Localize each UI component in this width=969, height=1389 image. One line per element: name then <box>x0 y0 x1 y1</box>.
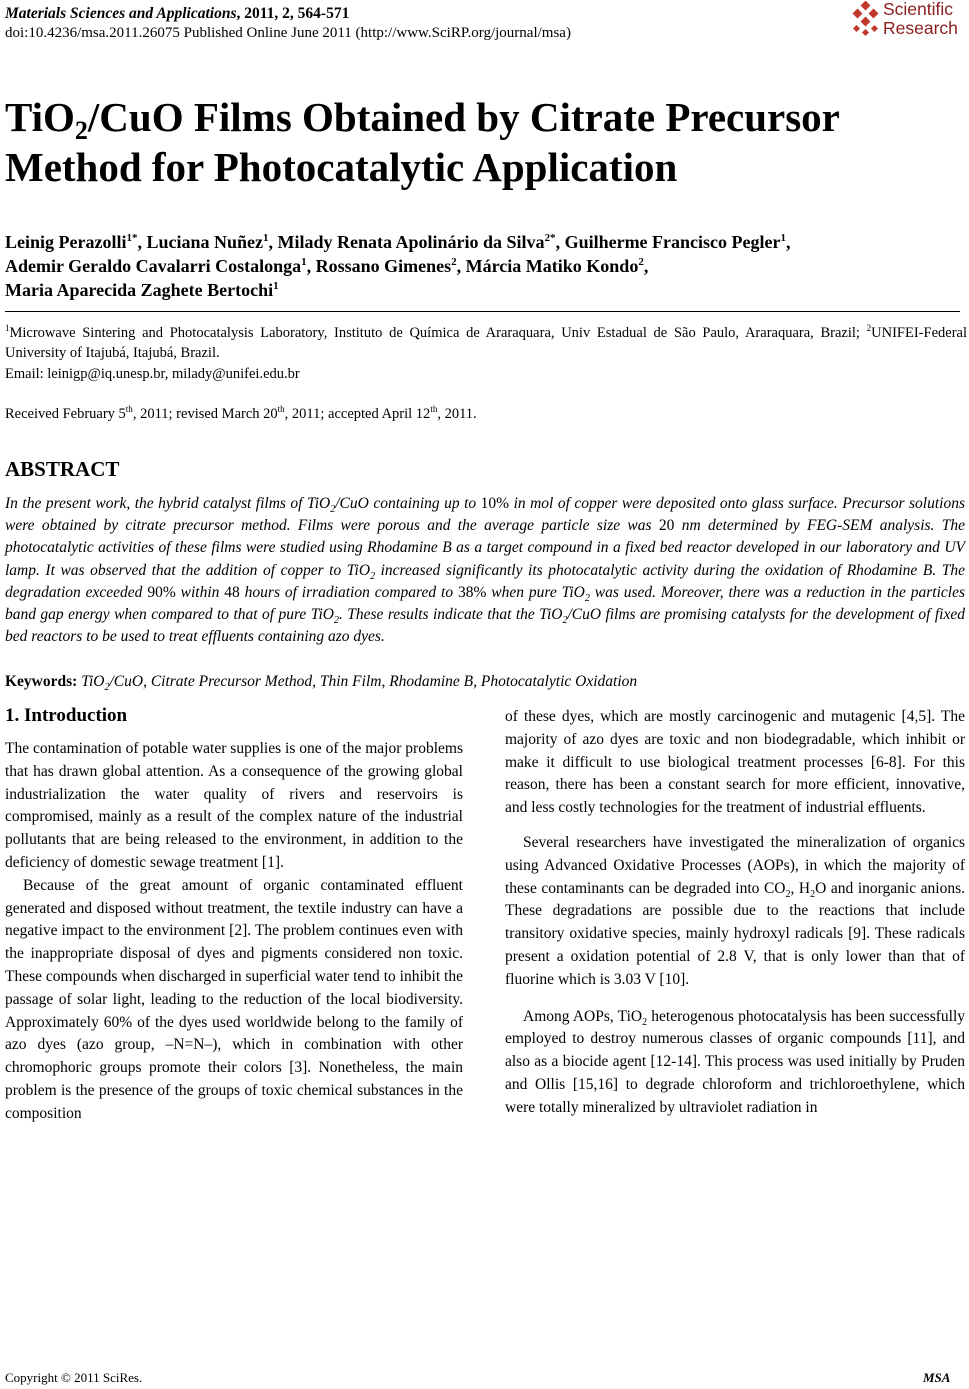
subscript: 2 <box>785 888 791 900</box>
paragraph: of these dyes, which are mostly carcinogenic and mutagenic [4,5]. The majority of azo dyes are toxic and non biodegradable, which inhibit or make it difficult to use biological treatment processes [6-8]. For this reason, there has been a constant search for more efficient, innovative, and less costly technologies for the treatment of industrial effluents. <box>505 708 965 817</box>
date-suffix: th <box>277 404 285 415</box>
paper-title <box>5 92 965 192</box>
keyword: /CuO <box>109 673 144 690</box>
author-affil-mark: 2 <box>638 256 644 268</box>
abstract-text: /CuO films are promising catalysts for the development of fixed bed reactors to be used to treat effluents containing azo dyes. <box>5 606 965 646</box>
paragraph-text: , H <box>790 879 811 897</box>
date-suffix: th <box>125 404 133 415</box>
author-name: , Márcia Matiko Kondo <box>456 256 639 276</box>
paragraph-text: heterogenous photocatalysis has been successfully employed to destroy numerous classes of organic compounds [11], and also as a biocide agent [12-14]. This process was used initially by Pruden and Ollis [15,16] to degrade chloroform and trichloroethylene, which were totally mineralized by ultraviolet radiation in <box>505 1007 966 1116</box>
title-part: /CuO Films Obtained by Citrate Precursor <box>87 94 840 140</box>
abstract-text: increased significantly its photocatalytic activity during the oxidation of Rhodamine B. The degradation exceeded <box>5 561 965 601</box>
affil-mark: 1 <box>5 323 10 334</box>
subscript: 2 <box>562 615 568 627</box>
abstract-text: nm determined by FEG-SEM analysis. The photocatalytic activities of these films were studied using Rhodamine B as a target compound in a fixed bed reactor developed in our laboratory and UV lamp. It was observed that the addition of copper to TiO <box>5 517 965 579</box>
paragraph <box>505 832 965 992</box>
doi-line: doi:10.4236/msa.2011.26075 Published Online June 2011 (http://www.SciRP.org/journal/msa) <box>5 25 571 41</box>
affil-text: UNIFEI-Federal University of Itajubá, Itajubá, Brazil. <box>5 325 967 361</box>
abstract-text: . These results indicate that the TiO <box>338 606 563 624</box>
date-suffix: th <box>430 404 438 415</box>
date-text: Received February 5 <box>5 406 126 422</box>
author-name: Maria Aparecida Zaghete Bertochi <box>5 280 274 300</box>
header-divider <box>5 311 960 312</box>
date-text: , 2011; revised March 20 <box>132 406 278 422</box>
abstract-number: 90% <box>147 583 176 601</box>
subscript: 2 <box>333 615 339 627</box>
keywords-line: Keywords: TiO$_2$/CuO, Citrate Precursor Method, Thin Film, Rhodamine B, Photocatalytic Oxidation <box>5 673 638 694</box>
author-affil-mark: 1 <box>780 232 786 244</box>
title-line-2: Method for Photocatalytic Application <box>5 144 678 190</box>
author-name: , Luciana Nuñez <box>137 232 264 252</box>
column-right <box>505 706 965 1120</box>
author-affil-mark: 1* <box>126 232 138 244</box>
title-part: TiO <box>5 94 75 140</box>
paragraph: The contamination of potable water supplies is one of the major problems that has drawn global attention. As a consequence of the growing global industrialization the water quality of rivers and reservoirs is compromised, mainly as a result of the complex nature of the industrial pollutants that are being released to the environment, in addition to the deficiency of domestic sewage treatment [1]. <box>5 740 463 871</box>
abstract-text: in mol of copper were deposited onto glass surface. Precursor solutions were obtained by citrate precursor method. Films were porous and the average particle size was <box>5 495 965 535</box>
author-name: , Milady Renata Apolinário da Silva <box>268 232 545 252</box>
subscript: 2 <box>810 888 816 900</box>
keyword: TiO <box>81 673 105 690</box>
author-name: , Guilherme Francisco Pegler <box>555 232 781 252</box>
logo-line-1: Scientific <box>883 0 954 19</box>
author-list <box>5 230 967 302</box>
paragraph: Because of the great amount of organic contaminated effluent generated and disposed without treatment, the textile industry can have a negative impact to the environment [2]. The problem continues even with the inappropriate disposal of dyes and pigments considered non toxic. These compounds when discharged in superficial water tend to inhibit the passage of solar light, leading to the reduction of the local biodiversity. Approximately 60% of the dyes used worldwide belong to the family of azo dyes (azo group, –N=N–), which in combination with other chromophoric groups promote their colors [3]. Nonetheless, the main problem is the presence of the groups of toxic chemical substances in the composition <box>5 876 463 1122</box>
author-name: Ademir Geraldo Cavalarri Costalonga <box>5 256 302 276</box>
subscript: 2 <box>370 570 376 582</box>
affiliations <box>5 323 967 363</box>
abstract-text: hours of irradiation compared to <box>239 583 458 601</box>
subscript: 2 <box>104 682 110 694</box>
author-separator: , <box>786 232 791 252</box>
subscript: 2 <box>330 504 336 516</box>
paragraph-text: Among AOPs, TiO <box>523 1007 643 1025</box>
logo-line-2: Research <box>883 18 958 38</box>
abstract-number: 10% <box>480 495 510 512</box>
abstract-number: 38% <box>457 583 487 601</box>
section-heading: 1. Introduction <box>5 705 128 726</box>
journal-citation <box>5 4 349 23</box>
journal-name: Materials Sciences and Applications <box>5 5 237 22</box>
paragraph-text: Several researchers have investigated the mineralization of organics using Advanced Oxidative Processes (AOPs), in which the majority of these contaminants can be degraded into CO <box>505 833 965 897</box>
abstract-text: within <box>175 583 225 601</box>
received-dates <box>5 404 477 424</box>
author-name: Leinig Perazolli <box>5 232 127 252</box>
author-affil-mark: 2 <box>451 256 457 268</box>
author-affil-mark: 1 <box>263 232 269 244</box>
author-affil-mark: 1 <box>273 280 279 292</box>
journal-volume: , 2011, 2, 564-571 <box>236 5 350 22</box>
keyword-list: , Citrate Precursor Method, Thin Film, Rhodamine B, Photocatalytic Oxidation <box>143 673 638 690</box>
author-affil-mark: 2* <box>544 232 556 244</box>
publisher-logo-icon <box>850 1 882 39</box>
column-left <box>5 728 463 1126</box>
subscript: 2 <box>642 1016 648 1028</box>
author-name: , Rossano Gimenes <box>306 256 452 276</box>
copyright-notice: Copyright © 2011 SciRes. <box>5 1370 143 1385</box>
abstract-text: was used. Moreover, there was a reduction in the particles band gap energy when compared to that of pure TiO <box>5 583 965 624</box>
affil-text: Microwave Sintering and Photocatalysis Laboratory, Instituto de Química de Araraquara, Univ Estadual de São Paulo, Araraquara, Brazil; <box>9 325 867 341</box>
date-text: , 2011. <box>437 406 477 422</box>
abstract-heading: ABSTRACT <box>5 457 120 481</box>
abstract-text: In the present work, the hybrid catalyst films of TiO <box>5 495 331 512</box>
abstract-text: /CuO containing up to <box>335 495 481 512</box>
affil-mark: 2 <box>866 323 872 334</box>
abstract-number: 20 <box>658 517 675 535</box>
keywords-label: Keywords <box>5 673 73 690</box>
author-separator: , <box>643 256 649 276</box>
abstract-number: 48 <box>224 583 240 601</box>
abstract-body <box>5 493 965 648</box>
date-text: , 2011; accepted April 12 <box>284 406 431 422</box>
journal-abbreviation: MSA <box>923 1370 951 1385</box>
title-subscript: 2 <box>74 116 88 145</box>
publisher-logo <box>850 0 968 44</box>
paragraph-text: O and inorganic anions. These degradations are possible due to the reactions that include transitory oxidative species, mainly hydroxyl radicals [9]. These radicals present a oxidation potential of 2.8 V, that is only lower than that of fluorine which is 3.03 V [10]. <box>505 879 965 988</box>
author-affil-mark: 1 <box>301 256 307 268</box>
paragraph <box>505 1006 965 1120</box>
subscript: 2 <box>584 592 590 604</box>
abstract-text: when pure TiO <box>486 583 585 601</box>
email-line: Email: leinigp@iq.unesp.br, milady@unifei.edu.br <box>5 366 300 382</box>
